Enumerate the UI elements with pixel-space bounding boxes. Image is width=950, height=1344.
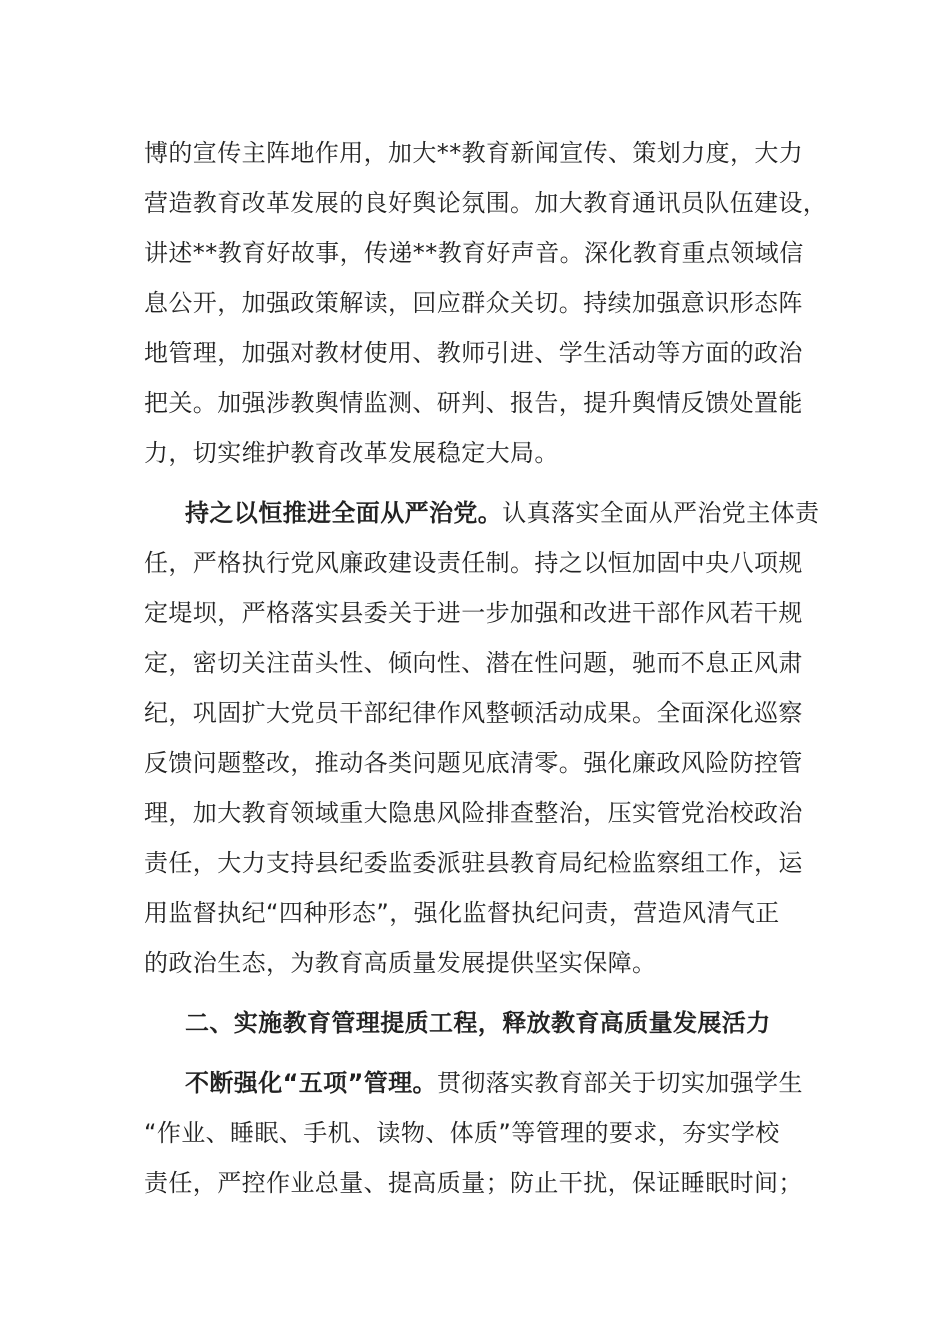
text-line: 的政治生态，为教育高质量发展提供坚实保障。 [144,949,657,977]
section-heading: 二、实施教育管理提质工程，释放教育高质量发展活力 [185,1009,771,1037]
text-line: 反馈问题整改，推动各类问题见底清零。强化廉政风险防控管 [144,749,803,777]
text-line: 定，密切关注苗头性、倾向性、潜在性问题，驰而不息正风肃 [144,649,803,677]
paragraph-five-managements [144,1058,810,1208]
text-line: 用监督执纪“四种形态”，强化监督执纪问责，营造风清气正 [144,899,780,927]
text-line: 定堤坝，严格落实县委关于进一步加强和改进干部作风若干规 [144,599,803,627]
paragraph-heading: 不断强化“五项”管理。 [185,1069,437,1097]
text-run: 贯彻落实教育部关于切实加强学生 [436,1069,803,1097]
text-line: 营造教育改革发展的良好舆论氛围。加大教育通讯员队伍建设， [144,189,828,217]
text-line: 纪，巩固扩大党员干部纪律作风整顿活动成果。全面深化巡察 [144,699,803,727]
text-run: 认真落实全面从严治党主体责 [502,499,820,527]
text-line: 任，严格执行党风廉政建设责任制。持之以恒加固中央八项规 [144,549,803,577]
section-heading-block [144,998,810,1048]
text-line [144,1058,810,1108]
text-line [144,488,820,538]
text-line: 息公开，加强政策解读，回应群众关切。持续加强意识形态阵 [144,289,803,317]
paragraph-heading: 持之以恒推进全面从严治党。 [185,499,503,527]
text-line: 博的宣传主阵地作用，加大**教育新闻宣传、策划力度，大力 [144,139,804,167]
text-line: 责任，大力支持县纪委监委派驻县教育局纪检监察组工作，运 [144,849,803,877]
text-line: 把关。加强涉教舆情监测、研判、报告，提升舆情反馈处置能 [144,389,803,417]
text-line: 责任，严控作业总量、提高质量；防止干扰，保证睡眠时间； [144,1169,803,1197]
text-line: “作业、睡眠、手机、读物、体质”等管理的要求，夯实学校 [144,1119,780,1147]
paragraph-media-publicity [144,128,828,478]
paragraph-party-discipline [144,488,820,988]
text-line: 力，切实维护教育改革发展稳定大局。 [144,439,559,467]
text-line: 理，加大教育领域重大隐患风险排查整治，压实管党治校政治 [144,799,803,827]
document-body [144,128,828,1208]
text-line: 地管理，加强对教材使用、教师引进、学生活动等方面的政治 [144,339,803,367]
text-line: 讲述**教育好故事，传递**教育好声音。深化教育重点领域信 [144,239,804,267]
